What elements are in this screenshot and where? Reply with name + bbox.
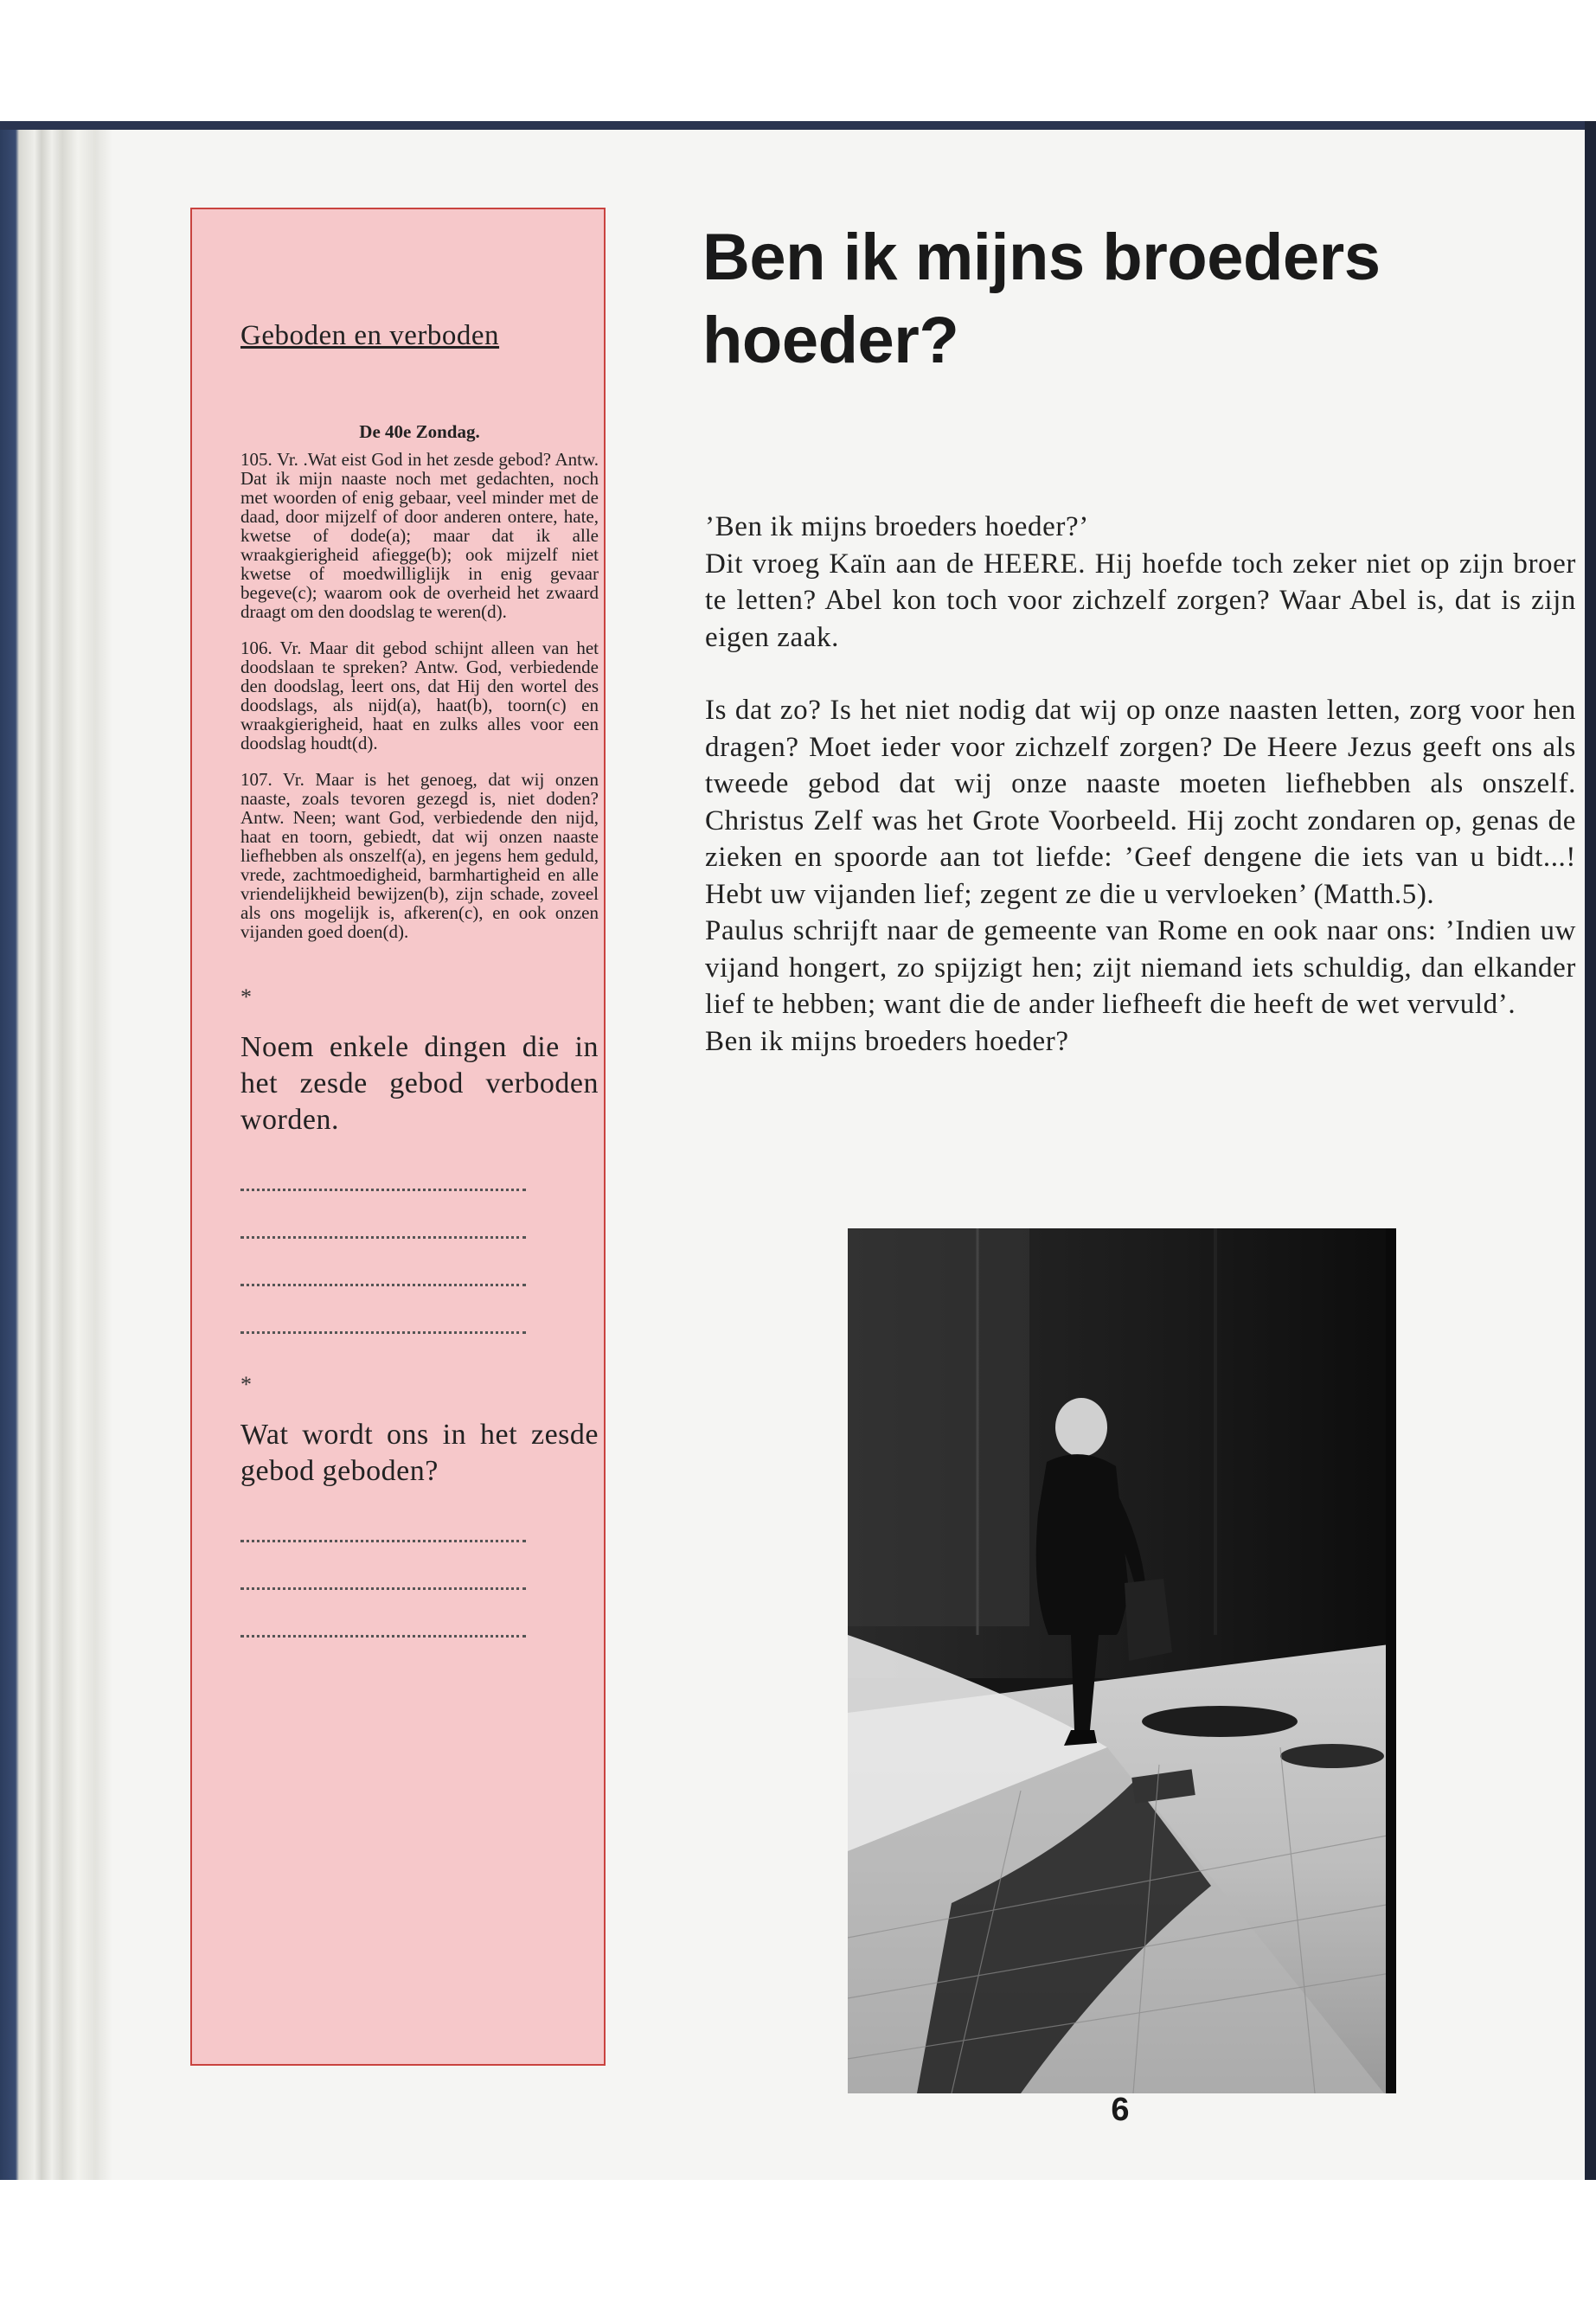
intro-paragraph: Dit vroeg Kaïn aan de HEERE. Hij hoefde toch zeker niet op zijn broer te letten? Abel kon toch voor zichzelf zorgen? Waar Abel is, dat is zijn eigen zaak. [705,548,1576,653]
sidebar-title: Geboden en verboden [240,320,500,351]
intro-quote: ’Ben ik mijns broeders hoeder?’ [705,511,1089,542]
page-number: 6 [1111,2092,1130,2128]
body-paragraph-1: Is dat zo? Is het niet nodig dat wij op onze naasten letten, zorg voor hen dragen? Moet ieder voor zichzelf zorgen? De Heere Jezus geeft ons als tweede gebod dat wij onze naaste moeten liefhebben als onszelf. Christus Zelf was het Grote Voorbeeld. Hij zocht zondaren op, genas de zieken en spoorde aan tot liefde: ’Geef dengene die iets van u bidt...! Hebt uw vijanden lief; zegent ze die u vervloeken’ (Matth.5). [705,695,1576,910]
answer-line[interactable] [240,1633,526,1638]
separator-star: * [240,984,252,1009]
answer-line[interactable] [240,1330,526,1334]
question-answer-105: 105. Vr. .Wat eist God in het zesde gebod? Antw. Dat ik mijn naaste noch met gedachten, noch met woorden of enig gebaar, veel minder met de daad, door mijzelf of door anderen ontere, hate, kwetse of dode(a); maar dat ik alle wraakgierigheid afiegge(b); ook mijzelf niet kwetse of moedwilliglijk in enig gevaar begeve(c); waarom ook de overheid het zwaard draagt om den doodslag te weren(d). [240,449,599,622]
headline-line-2: hoeder? [702,304,959,377]
photo-old-man-walking [848,1228,1396,2093]
page-right-edge [1585,121,1596,2180]
scan-background-bottom [0,2180,1596,2301]
article-intro [705,509,1576,656]
answer-line[interactable] [240,1538,526,1542]
article-body [705,692,1576,1060]
separator-star: * [240,1372,252,1397]
headline-line-1: Ben ik mijns broeders [702,221,1381,294]
article-headline [702,216,1567,382]
question-answer-107: 107. Vr. Maar is het genoeg, dat wij onzen naaste, zoals tevoren gezegd is, niet doden? Antw. Neen; want God, verbiedende den nijd, haat en toorn, gebiedt, dat wij onzen naaste liefhebben als onszelf(a), en jegens hem geduld, vrede, zachtmoedigheid, barmhartigheid en alle vriendelijkheid bewijzen(b), zijn schade, zoveel als ons mogelijk is, afkeren(c), en ook onzen vijanden goed doen(d). [240,769,599,942]
body-paragraph-2: Paulus schrijft naar de gemeente van Rome en ook naar ons: ’Indien uw vijand hongert, zo spijzigt hen; zijt niemand iets schuldig, dan elkander lief te hebben; want die de ander liefheeft die heeft de wet vervuld’. [705,915,1576,1020]
catechism-sidebar [190,208,606,2066]
answer-line[interactable] [240,1282,526,1286]
answer-line[interactable] [240,1586,526,1590]
question-answer-106: 106. Vr. Maar dit gebod schijnt alleen van het doodslaan te spreken? Antw. God, verbiedende den doodslag, leert ons, dat Hij den wortel des doodslags, als nijd(a), haat(b), toorn(c) en wraakgierigheid, haat en zulks alles voor een doodslag houdt(d). [240,638,599,753]
page-top-shadow [0,121,1596,130]
answer-line[interactable] [240,1234,526,1239]
answer-line[interactable] [240,1187,526,1191]
book-binding-edge [0,121,112,2180]
scan-background-top [0,0,1596,121]
exercise-question-commanded: Wat wordt ons in het zesde gebod geboden? [240,1419,599,1487]
exercise-question-forbidden: Noem enkele dingen die in het zesde gebod verboden worden. [240,1031,599,1136]
body-paragraph-3: Ben ik mijns broeders hoeder? [705,1025,1069,1057]
zondag-heading: De 40e Zondag. [359,421,480,442]
